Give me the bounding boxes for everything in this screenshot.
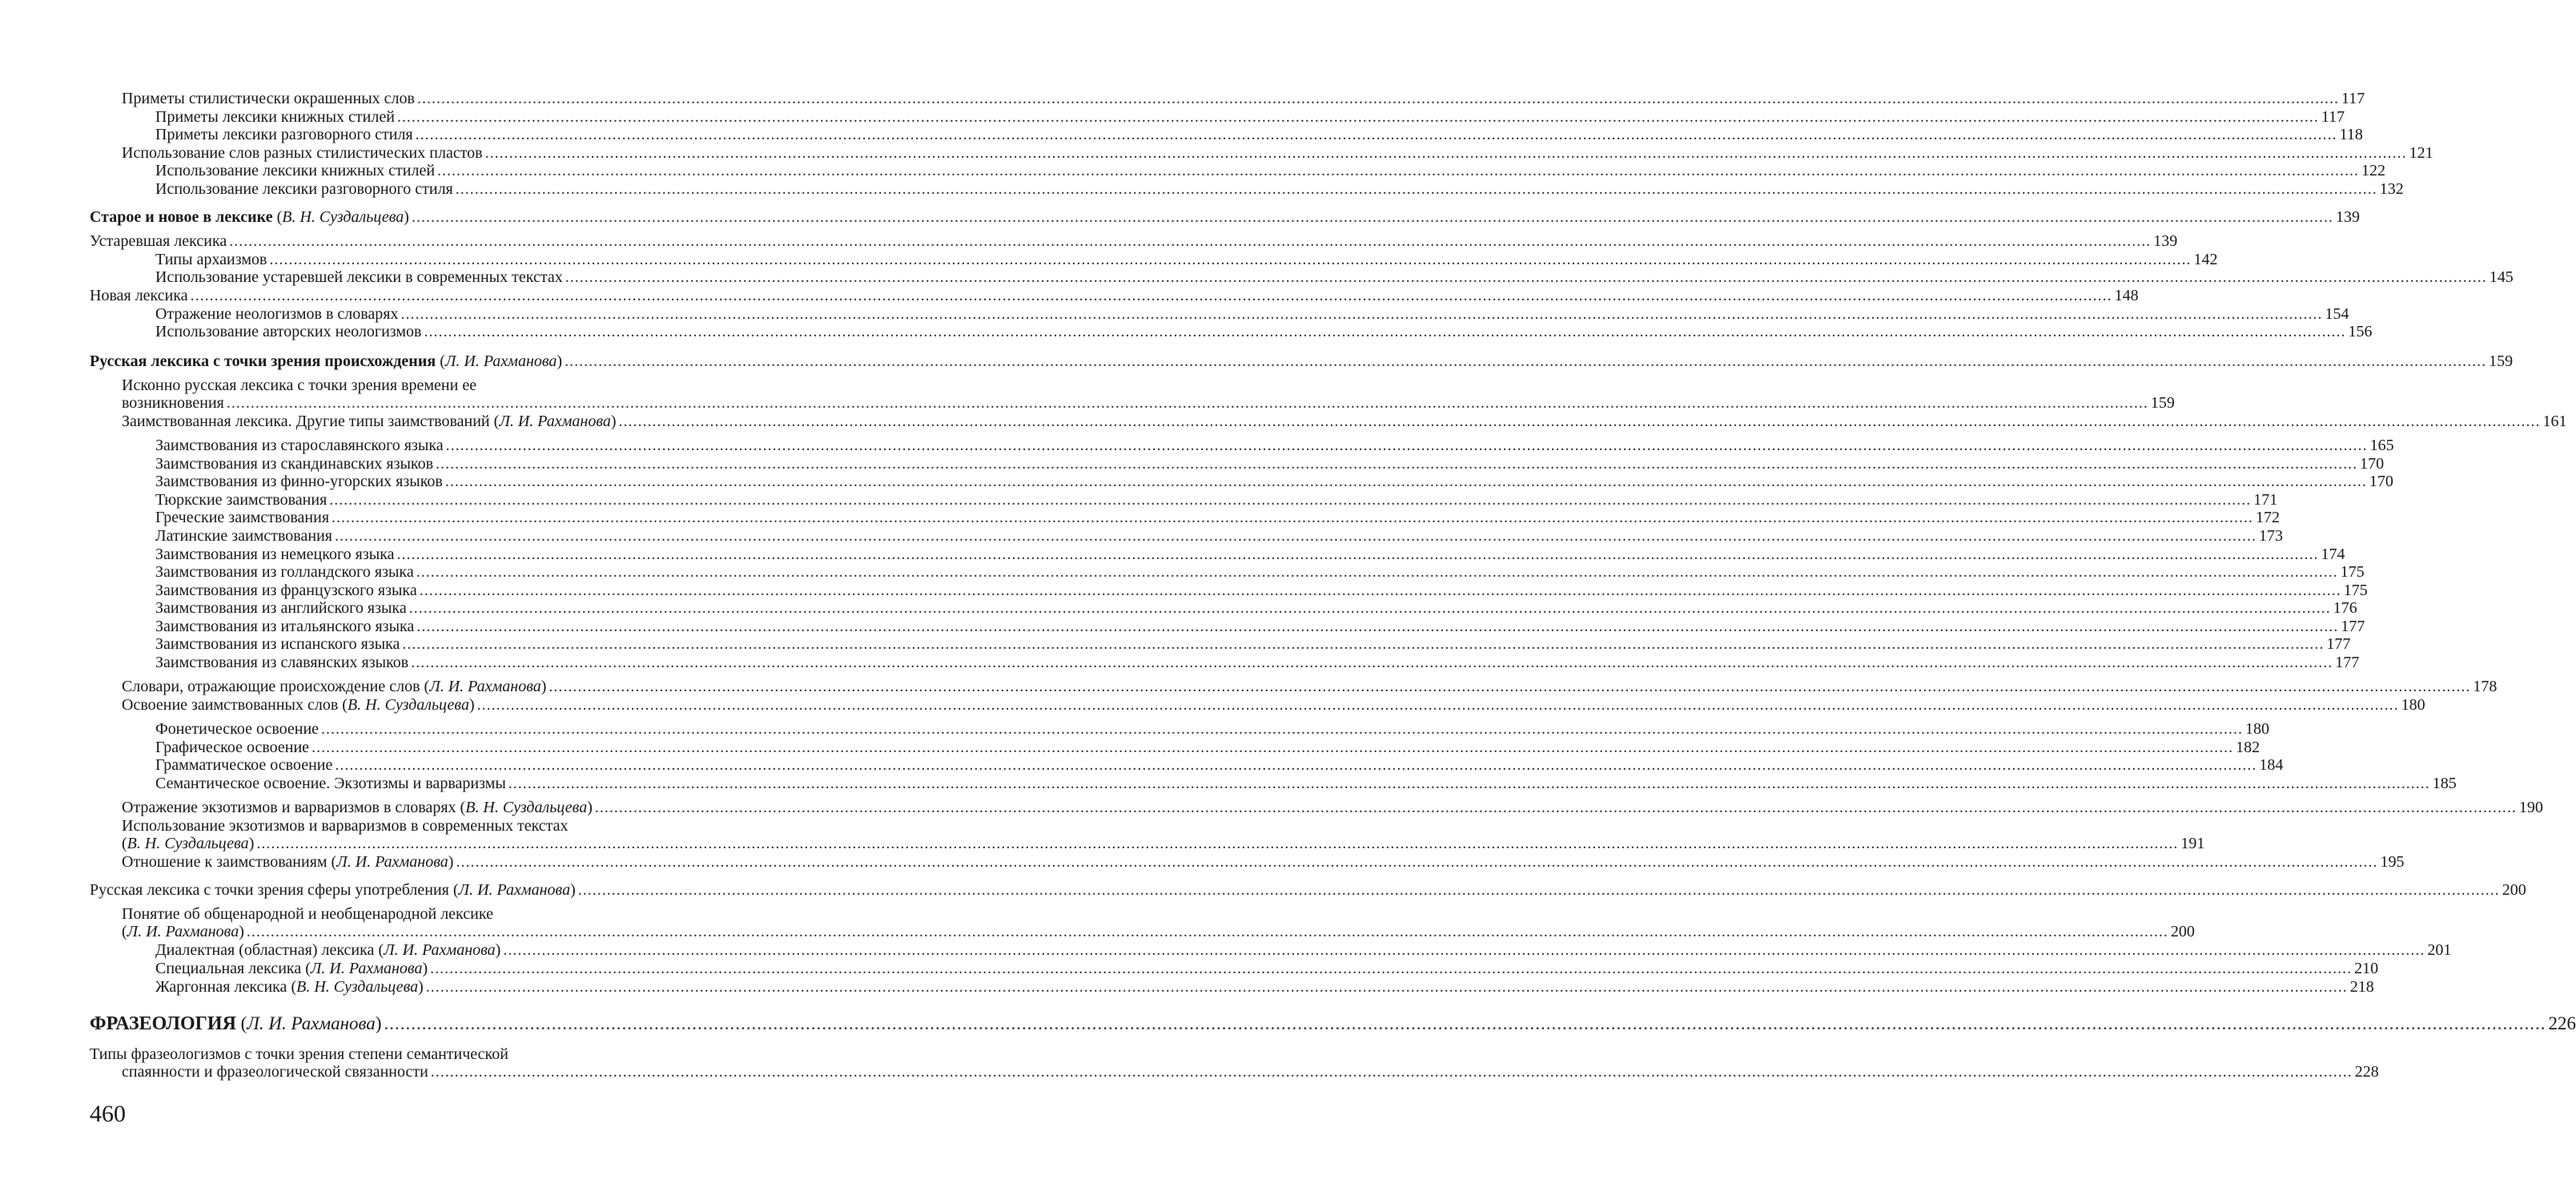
toc-entry[interactable] (122, 413, 2567, 430)
dot-leader: ................................................................................................................................................................................................................................................................................................................................................................................................................ (436, 455, 2358, 473)
toc-entry-title (155, 180, 453, 198)
toc-page-number: 170 (2369, 473, 2393, 490)
toc-page-number: 177 (2335, 654, 2360, 671)
toc-entry[interactable] (155, 527, 2283, 545)
toc-entry-author: Л. И. Рахманова (336, 853, 448, 871)
toc-entry[interactable] (155, 960, 2379, 977)
toc-entry[interactable] (155, 618, 2365, 635)
dot-leader: ................................................................................................................................................................................................................................................................................................................................................................................................................ (419, 582, 2341, 599)
toc-entry-heading: Заимствования из финно-угорских языков (155, 473, 443, 490)
toc-page-number: 172 (2256, 509, 2281, 526)
toc-page-number: 118 (2339, 126, 2363, 143)
dot-leader: ................................................................................................................................................................................................................................................................................................................................................................................................................ (503, 941, 2425, 959)
toc-entry-title (155, 437, 444, 454)
toc-entry-heading: Использование авторских неологизмов (155, 323, 422, 340)
toc-entry-author: Л. И. Рахманова (458, 881, 571, 899)
toc-entry[interactable] (155, 437, 2394, 454)
toc-entry-title (155, 756, 332, 774)
toc-entry[interactable] (90, 1013, 2576, 1034)
toc-entry[interactable] (155, 599, 2357, 617)
toc-entry[interactable] (155, 126, 2363, 143)
toc-entry-heading: Жаргонная лексика (155, 978, 287, 996)
toc-entry-title (90, 287, 188, 304)
toc-page-number: 180 (2401, 696, 2425, 714)
toc-entry[interactable] (155, 180, 2404, 198)
toc-entry-title (155, 323, 422, 340)
toc-entry[interactable] (122, 696, 2425, 714)
toc-entry[interactable] (155, 720, 2270, 738)
toc-page-number: 145 (2489, 268, 2514, 286)
toc-page-number: 121 (2409, 144, 2433, 162)
dot-leader: ................................................................................................................................................................................................................................................................................................................................................................................................................ (408, 599, 2331, 617)
toc-entry[interactable] (155, 473, 2393, 490)
dot-leader: ................................................................................................................................................................................................................................................................................................................................................................................................................ (430, 1063, 2353, 1081)
toc-entry-heading: Отражение неологизмов в словарях (155, 305, 399, 323)
toc-entry-heading: Использование лексики разговорного стиля (155, 180, 453, 198)
toc-page-number: 178 (2473, 678, 2498, 695)
toc-page-number: 184 (2259, 756, 2284, 774)
toc-entry-title: Понятие об общенародной и необщенародной лексике (122, 905, 493, 923)
toc-entry[interactable] (155, 162, 2386, 179)
toc-entry-heading: Отношение к заимствованиям (122, 853, 328, 871)
toc-entry-heading: Словари, отражающие происхождение слов (122, 678, 420, 695)
toc-entry-heading: Заимствования из немецкого языка (155, 546, 395, 563)
toc-entry-heading: Русская лексика с точки зрения сферы употребления (90, 881, 449, 899)
toc-entry[interactable] (155, 268, 2514, 286)
toc-entry-heading: Использование лексики книжных стилей (155, 162, 436, 179)
toc-entry-heading: Типы архаизмов (155, 251, 267, 268)
toc-entry-title (155, 108, 395, 126)
toc-page-number: 139 (2153, 232, 2178, 250)
toc-page-number: 218 (2349, 978, 2374, 996)
toc-entry-title: Русская лексика с точки зрения сферы употребления (Л. И. Рахманова) (90, 881, 576, 899)
dot-leader: ................................................................................................................................................................................................................................................................................................................................................................................................................ (190, 287, 2112, 304)
toc-entry-heading: Греческие заимствования (155, 509, 330, 526)
dot-leader: ................................................................................................................................................................................................................................................................................................................................................................................................................ (229, 232, 2152, 250)
toc-entry[interactable] (90, 352, 2514, 370)
toc-entry-heading: Графическое освоение (155, 739, 310, 756)
toc-entry-title: Жаргонная лексика (В. Н. Суздальцева) (155, 978, 424, 996)
toc-entry-heading: Приметы лексики разговорного стиля (155, 126, 413, 143)
toc-entry-title (155, 720, 319, 738)
toc-entry-heading: Фонетическое освоение (155, 720, 319, 738)
toc-entry-author: Л. И. Рахманова (499, 413, 611, 430)
dot-leader: ................................................................................................................................................................................................................................................................................................................................................................................................................ (402, 635, 2325, 653)
dot-leader: ................................................................................................................................................................................................................................................................................................................................................................................................................ (396, 546, 2319, 563)
toc-page-number: 191 (2180, 835, 2205, 852)
dot-leader: ................................................................................................................................................................................................................................................................................................................................................................................................................ (334, 527, 2257, 545)
toc-entry-title (155, 775, 506, 792)
toc-entry-title (155, 527, 332, 545)
toc-entry-title (155, 654, 408, 671)
toc-entry-heading: Отражение экзотизмов и варваризмов в словарях (122, 799, 456, 816)
toc-entry-heading: ФРАЗЕОЛОГИЯ (90, 1013, 236, 1034)
toc-entry[interactable] (122, 90, 2365, 107)
toc-entry-heading: Тюркские заимствования (155, 491, 328, 509)
toc-entry-heading: Заимствования из старославянского языка (155, 437, 444, 454)
toc-page-number: 174 (2321, 546, 2345, 563)
toc-entry[interactable] (90, 287, 2139, 304)
toc-entry-title (122, 1063, 428, 1081)
toc-entry-title (155, 473, 443, 490)
toc-page-number: 200 (2502, 881, 2526, 899)
toc-entry-heading: Диалектная (областная) лексика (155, 941, 375, 959)
toc-page-number: 159 (2489, 352, 2514, 370)
dot-leader: ................................................................................................................................................................................................................................................................................................................................................................................................................ (444, 473, 2367, 490)
dot-leader: ................................................................................................................................................................................................................................................................................................................................................................................................................ (321, 720, 2244, 738)
toc-entry[interactable] (90, 208, 2360, 226)
toc-entry-author: В. Н. Суздальцева (127, 835, 249, 852)
toc-entry-heading: Заимствованная лексика. Другие типы заимствований (122, 413, 490, 430)
toc-entry-title (155, 635, 400, 653)
dot-leader: ................................................................................................................................................................................................................................................................................................................................................................................................................ (445, 437, 2368, 454)
toc-entry-heading: Латинские заимствования (155, 527, 332, 545)
dot-leader: ................................................................................................................................................................................................................................................................................................................................................................................................................ (269, 251, 2192, 268)
toc-entry[interactable] (155, 635, 2351, 653)
toc-page-number: 117 (2341, 90, 2365, 107)
toc-entry[interactable] (122, 799, 2543, 816)
toc-entry-title (155, 305, 399, 323)
dot-leader: ................................................................................................................................................................................................................................................................................................................................................................................................................ (549, 678, 2471, 695)
toc-page-number: 176 (2333, 599, 2357, 617)
toc-entry-title (155, 739, 309, 756)
toc-entry-title (155, 251, 267, 268)
toc-page-number: 142 (2193, 251, 2218, 268)
toc-entry[interactable] (155, 251, 2218, 268)
dot-leader: ................................................................................................................................................................................................................................................................................................................................................................................................................ (396, 108, 2319, 126)
toc-entry-heading: Русская лексика с точки зрения происхождения (90, 352, 436, 370)
toc-entry-title (155, 599, 407, 617)
dot-leader: ................................................................................................................................................................................................................................................................................................................................................................................................................ (384, 1013, 2546, 1033)
toc-entry-title (90, 232, 227, 250)
toc-entry-title (155, 126, 413, 143)
toc-entry-title: Освоение заимствованных слов (В. Н. Суздальцева) (122, 696, 475, 714)
toc-entry[interactable] (155, 491, 2278, 509)
toc-entry-heading: Семантическое освоение. Экзотизмы и варваризмы (155, 775, 506, 792)
dot-leader: ................................................................................................................................................................................................................................................................................................................................................................................................................ (618, 413, 2541, 430)
toc-entry[interactable] (155, 509, 2281, 526)
toc-entry-heading: Заимствования из скандинавских языков (155, 455, 434, 473)
dot-leader: ................................................................................................................................................................................................................................................................................................................................................................................................................ (335, 756, 2257, 774)
toc-entry-author: Л. И. Рахманова (247, 1013, 376, 1033)
toc-entry-title (155, 455, 433, 473)
toc-page-number: 148 (2114, 287, 2139, 304)
toc-entry-heading: Грамматическое освоение (155, 756, 333, 774)
toc-entry-heading: Специальная лексика (155, 960, 302, 977)
toc-entry-heading: Устаревшая лексика (90, 232, 227, 250)
toc-entry-author: В. Н. Суздальцева (282, 208, 404, 226)
toc-page-number: 210 (2354, 960, 2379, 977)
dot-leader: ................................................................................................................................................................................................................................................................................................................................................................................................................ (400, 305, 2323, 323)
toc-entry-author: Л. И. Рахманова (310, 960, 423, 977)
toc-entry-heading: Заимствования из славянских языков (155, 654, 409, 671)
toc-entry-title: (Л. И. Рахманова) (122, 923, 244, 940)
toc-entry-title: Отражение экзотизмов и варваризмов в словарях (В. Н. Суздальцева) (122, 799, 593, 816)
toc-page-number: 201 (2427, 941, 2452, 959)
toc-page-number: 228 (2354, 1063, 2379, 1081)
toc-entry-title: (В. Н. Суздальцева) (122, 835, 255, 852)
page-number: 460 (90, 1101, 126, 1127)
toc-entry-author: Л. И. Рахманова (127, 923, 239, 940)
toc-entry-title: Старое и новое в лексике (В. Н. Суздальцева) (90, 208, 409, 226)
toc-entry-heading: Освоение заимствованных слов (122, 696, 339, 714)
toc-page-number: 185 (2432, 775, 2457, 792)
dot-leader: ................................................................................................................................................................................................................................................................................................................................................................................................................ (484, 144, 2407, 162)
toc-entry-title (155, 491, 327, 509)
toc-entry-title (155, 618, 414, 635)
toc-entry-heading: Заимствования из итальянского языка (155, 618, 415, 635)
toc-entry[interactable] (122, 394, 2175, 412)
toc-entry-heading: Заимствования из английского языка (155, 599, 407, 617)
toc-entry[interactable] (155, 305, 2349, 323)
toc-entry-title: Использование экзотизмов и варваризмов в современных текстах (122, 817, 569, 835)
toc-page-number: 190 (2518, 799, 2543, 816)
toc-page-number: 156 (2348, 323, 2373, 340)
toc-entry-title: Специальная лексика (Л. И. Рахманова) (155, 960, 428, 977)
toc-entry[interactable] (90, 232, 2178, 250)
toc-entry[interactable] (90, 881, 2526, 899)
toc-page-number: 117 (2321, 108, 2345, 126)
toc-entry-title (122, 90, 415, 107)
toc-entry-title: Исконно русская лексика с точки зрения времени ее (122, 377, 477, 394)
toc-entry-continuation: возникновения (122, 394, 224, 412)
dot-leader: ................................................................................................................................................................................................................................................................................................................................................................................................................ (476, 696, 2399, 714)
dot-leader: ................................................................................................................................................................................................................................................................................................................................................................................................................ (594, 799, 2517, 816)
toc-entry-title: Отношение к заимствованиям (Л. И. Рахманова) (122, 853, 454, 871)
toc-entry-title: Русская лексика с точки зрения происхождения (Л. И. Рахманова) (90, 352, 563, 370)
toc-entry-continuation: спаянности и фразеологической связанности (122, 1063, 428, 1081)
toc-entry-author: В. Н. Суздальцева (347, 696, 469, 714)
toc-entry[interactable] (122, 144, 2433, 162)
toc-entry-author: Л. И. Рахманова (444, 352, 557, 370)
dot-leader: ................................................................................................................................................................................................................................................................................................................................................................................................................ (416, 563, 2338, 581)
toc-entry[interactable] (155, 563, 2365, 581)
toc-entry-title (122, 144, 483, 162)
toc-page-number: 159 (2150, 394, 2175, 412)
toc-entry-heading: Использование слов разных стилистических пластов (122, 144, 483, 162)
toc-entry-author: В. Н. Суздальцева (296, 978, 419, 996)
toc-entry-title: Типы фразеологизмов с точки зрения степени семантической (90, 1045, 508, 1063)
dot-leader: ................................................................................................................................................................................................................................................................................................................................................................................................................ (430, 960, 2353, 977)
dot-leader: ................................................................................................................................................................................................................................................................................................................................................................................................................ (577, 881, 2500, 899)
toc-page-number: 175 (2343, 582, 2368, 599)
toc-entry-title (122, 394, 224, 412)
dot-leader: ................................................................................................................................................................................................................................................................................................................................................................................................................ (329, 491, 2252, 509)
toc-page-number: 226 (2548, 1013, 2576, 1033)
toc-page-number: 175 (2340, 563, 2365, 581)
toc-page-number: 195 (2380, 853, 2405, 871)
dot-leader: ................................................................................................................................................................................................................................................................................................................................................................................................................ (415, 126, 2337, 143)
dot-leader: ................................................................................................................................................................................................................................................................................................................................................................................................................ (456, 853, 2378, 871)
toc-page-number: 173 (2258, 527, 2283, 545)
dot-leader: ................................................................................................................................................................................................................................................................................................................................................................................................................ (411, 654, 2333, 671)
dot-leader: ................................................................................................................................................................................................................................................................................................................................................................................................................ (256, 835, 2179, 852)
toc-page-number: 165 (2369, 437, 2394, 454)
dot-leader: ................................................................................................................................................................................................................................................................................................................................................................................................................ (565, 268, 2487, 286)
dot-leader: ................................................................................................................................................................................................................................................................................................................................................................................................................ (416, 90, 2339, 107)
toc-entry-title: Диалектная (областная) лексика (Л. И. Рахманова) (155, 941, 501, 959)
toc-entry[interactable] (155, 546, 2345, 563)
toc-entry[interactable] (122, 1063, 2379, 1081)
toc-entry-author: В. Н. Суздальцева (465, 799, 588, 816)
toc-entry-title: ФРАЗЕОЛОГИЯ (Л. И. Рахманова) (90, 1013, 382, 1034)
toc-entry[interactable] (155, 739, 2261, 756)
dot-leader: ................................................................................................................................................................................................................................................................................................................................................................................................................ (425, 978, 2348, 996)
dot-leader: ................................................................................................................................................................................................................................................................................................................................................................................................................ (455, 180, 2377, 198)
toc-page-number: 132 (2379, 180, 2404, 198)
dot-leader: ................................................................................................................................................................................................................................................................................................................................................................................................................ (437, 162, 2360, 179)
toc-entry-author: Л. И. Рахманова (384, 941, 496, 959)
toc-page-number: 180 (2245, 720, 2270, 738)
toc-page-number: 177 (2326, 635, 2351, 653)
toc-entry[interactable] (155, 108, 2345, 126)
toc-page-number: 171 (2253, 491, 2278, 509)
toc-entry-title (155, 563, 414, 581)
toc-page-number: 170 (2360, 455, 2385, 473)
toc-entry-heading: Заимствования из французского языка (155, 582, 417, 599)
toc-entry[interactable] (155, 455, 2385, 473)
toc-entry[interactable] (155, 323, 2373, 340)
dot-leader: ................................................................................................................................................................................................................................................................................................................................................................................................................ (508, 775, 2430, 792)
toc-entry-title: Заимствованная лексика. Другие типы заимствований (Л. И. Рахманова) (122, 413, 617, 430)
toc-page-number: 122 (2361, 162, 2386, 179)
toc-page-number: 182 (2236, 739, 2261, 756)
toc-page-number: 139 (2335, 208, 2360, 226)
toc-page-number: 177 (2341, 618, 2365, 635)
dot-leader: ................................................................................................................................................................................................................................................................................................................................................................................................................ (332, 509, 2254, 526)
toc-entry-title (155, 509, 329, 526)
dot-leader: ................................................................................................................................................................................................................................................................................................................................................................................................................ (424, 323, 2346, 340)
toc-entry-heading: Использование устаревшей лексики в современных текстах (155, 268, 563, 286)
toc-page-number: 154 (2325, 305, 2349, 323)
toc-page-number: 161 (2542, 413, 2567, 430)
toc-entry-heading: Приметы лексики книжных стилей (155, 108, 395, 126)
toc-entry-heading: Старое и новое в лексике (90, 208, 273, 226)
toc-entry-heading: Новая лексика (90, 287, 188, 304)
toc-entry[interactable] (155, 582, 2368, 599)
toc-entry-heading: Заимствования из голландского языка (155, 563, 414, 581)
toc-entry-title (155, 546, 395, 563)
toc-entry[interactable] (155, 978, 2374, 996)
toc-entry[interactable] (122, 853, 2405, 871)
toc-entry[interactable] (155, 775, 2457, 792)
toc-entry[interactable] (122, 835, 2205, 852)
toc-entry-title: Словари, отражающие происхождение слов (Л. И. Рахманова) (122, 678, 547, 695)
toc-entry-title (155, 582, 417, 599)
toc-entry-heading: Заимствования из испанского языка (155, 635, 400, 653)
dot-leader: ................................................................................................................................................................................................................................................................................................................................................................................................................ (411, 208, 2333, 226)
toc-entry-title (155, 162, 435, 179)
dot-leader: ................................................................................................................................................................................................................................................................................................................................................................................................................ (565, 352, 2487, 370)
toc-entry[interactable] (155, 941, 2452, 959)
toc-entry[interactable] (122, 923, 2195, 940)
toc-page-number: 200 (2170, 923, 2195, 940)
toc-entry-title (155, 268, 563, 286)
toc-entry[interactable] (155, 756, 2284, 774)
toc-entry-heading: Приметы стилистически окрашенных слов (122, 90, 415, 107)
toc-entry[interactable] (155, 654, 2360, 671)
toc-entry-author: Л. И. Рахманова (429, 678, 541, 695)
toc-entry[interactable] (122, 678, 2498, 695)
dot-leader: ................................................................................................................................................................................................................................................................................................................................................................................................................ (246, 923, 2168, 940)
dot-leader: ................................................................................................................................................................................................................................................................................................................................................................................................................ (416, 618, 2339, 635)
dot-leader: ................................................................................................................................................................................................................................................................................................................................................................................................................ (226, 394, 2148, 412)
dot-leader: ................................................................................................................................................................................................................................................................................................................................................................................................................ (311, 739, 2234, 756)
